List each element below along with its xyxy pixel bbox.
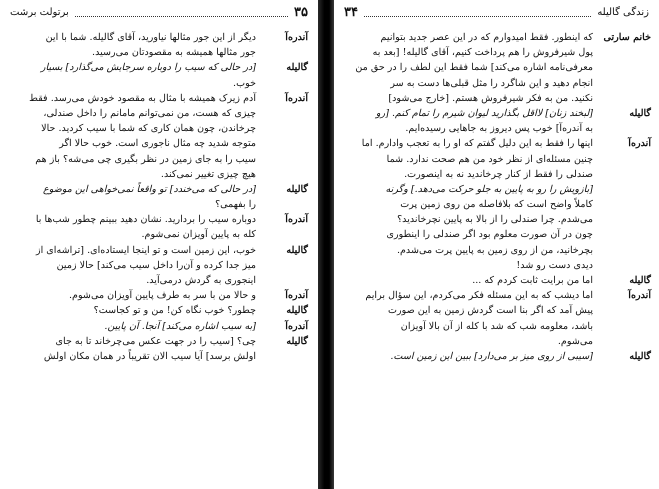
text-line (340, 288, 653, 303)
speaker-name: گالیله (629, 275, 651, 286)
left-page (0, 0, 318, 489)
speaker-name: گالیله (286, 62, 308, 74)
dialogue-text: جور مثالها همیشه به مقصودتان می‌رسید. (92, 47, 256, 59)
right-running-head (344, 4, 649, 20)
speaker-name: آندره‌آ (628, 138, 651, 150)
dialogue-text: اما دیشب که به این مسئله فکر می‌کردم، این سؤال برایم (365, 290, 593, 302)
dialogue-text: پول شیرفروش را هم پرداخت کنیم، آقای گالیله! [بعد به (372, 47, 593, 59)
dialogue-text: خوب، این زمین است و تو اینجا ایستاده‌ای. [تراشه‌ای از (35, 244, 256, 256)
text-line (340, 167, 653, 182)
text-line (340, 197, 653, 212)
dialogue-text: چون در آن صورت معلوم بود اگر صندلی را اینطوری (386, 229, 593, 241)
dialogue-text: [به سیب اشاره می‌کند] آنجا. آن پایین. (104, 320, 256, 332)
dialogue-text: چیزی که هست، من نمی‌توانم مامانم را داخل صندلی، (43, 107, 256, 119)
dialogue-text: اولش برسد] آیا سیب الان تقریباً در همان مکان اولش (43, 350, 256, 362)
dialogue-text: چرخاندن، چون همان کاری که شما با سیب کردید. حالا (41, 123, 256, 135)
text-line (340, 334, 653, 349)
speaker-name: آندره‌آ (285, 290, 308, 302)
speaker-name: گالیله (286, 244, 308, 256)
dialogue-text: اینها را فقط به این دلیل گفتم که او را به تعجب وادارم. اما (361, 138, 593, 150)
dialogue-text: چی؟ [سیب را در جهت عکس می‌چرخاند تا به جای (55, 335, 256, 347)
speaker-name: آندره‌آ (628, 290, 651, 302)
text-line (6, 258, 312, 273)
text-line (340, 243, 653, 258)
dialogue-text: دیگر از این جور مثالها نیاورید، آقای گالیله. شما با این (45, 32, 256, 43)
dialogue-text: چطور؟ خوب نگاه کن! من و تو کجاست؟ (93, 305, 256, 317)
text-line (340, 303, 653, 318)
dialogue-text: [لبخند زنان] لااقل بگذارید لیوان شیرم را تمام کنم. [رو (375, 107, 593, 119)
right-page-number: ۳۴ (344, 4, 358, 20)
text-line (6, 243, 312, 258)
dialogue-text: کله به پایین آویزان نمی‌شوم. (141, 229, 256, 241)
text-line (6, 303, 312, 318)
dialogue-text: صندلی را فقط از کنار چرخاندید نه به اینصورت. (404, 168, 593, 180)
text-line (340, 136, 653, 151)
text-line (6, 319, 312, 334)
dialogue-text: دیدی دست رو شد! (516, 259, 593, 271)
dialogue-text: نکنید. من به فکر شیرفروش هستم. [خارج می‌شود] (388, 92, 593, 104)
text-line (6, 167, 312, 182)
text-line (340, 182, 653, 197)
right-page (334, 0, 659, 489)
dialogue-text: پیش آمد که اگر بنا است گردش زمین به این صورت (387, 305, 593, 317)
text-line (340, 152, 653, 167)
speaker-name: گالیله (629, 107, 651, 119)
left-running-head (10, 4, 308, 20)
text-line (6, 30, 312, 45)
book-gutter (318, 0, 334, 489)
text-line (6, 136, 312, 151)
dialogue-text: میز جدا کرده و آن‌را داخل سیب می‌کند] حالا زمین (56, 259, 256, 271)
text-line (6, 273, 312, 288)
text-line (340, 227, 653, 242)
text-line (340, 273, 653, 288)
dialogue-text: می‌شوم. (557, 335, 593, 347)
right-page-text (340, 30, 653, 489)
text-line (6, 91, 312, 106)
right-running-title: زندگی گالیله (597, 6, 649, 18)
text-line (6, 152, 312, 167)
left-header-dots (75, 8, 288, 17)
dialogue-text: کاملاً واضح است که بلافاصله من روی زمین پرت (400, 199, 593, 211)
dialogue-text: بچرخانید، من از روی زمین به پایین پرت می‌شدم. (396, 244, 593, 256)
dialogue-text: سیب را به جای زمین در نظر بگیری چی می‌شه؟ باز هم (35, 153, 256, 165)
dialogue-text: را بفهمی؟ (215, 199, 256, 211)
dialogue-text: [در حالی که می‌خندد] تو واقعاً نمی‌خواهی این موضوع (43, 183, 256, 195)
right-header-dots (364, 8, 591, 17)
dialogue-text: اما من برایت ثابت کردم که ... (472, 275, 593, 286)
text-line (6, 121, 312, 136)
text-line (340, 319, 653, 334)
speaker-name: آندره‌آ (285, 32, 308, 43)
text-line (6, 197, 312, 212)
dialogue-text: که اینطور. فقط امیدوارم که در این عصر جدید بتوانیم (380, 32, 593, 43)
text-line (340, 349, 653, 364)
text-line (340, 121, 653, 136)
speaker-name: گالیله (286, 305, 308, 317)
text-line (340, 60, 653, 75)
speaker-name: گالیله (286, 183, 308, 195)
dialogue-text: هیچ چیزی تغییر نمی‌کند. (160, 168, 256, 180)
text-line (340, 30, 653, 45)
text-line (6, 212, 312, 227)
dialogue-text: آدم زیرک همیشه با مثال به مقصود خودش می‌رسد. فقط (29, 92, 256, 104)
dialogue-text: به آندره‌آ] خوب پس دیروز به جاهایی رسیده‌ایم. (405, 123, 593, 135)
dialogue-text: دوباره سیب را بردارید. نشان دهید ببینم چطور شب‌ها با (35, 214, 256, 226)
text-line (6, 45, 312, 60)
dialogue-text: می‌شدم. چرا صندلی را از بالا به پایین نچرخاندید؟ (397, 214, 593, 226)
text-line (6, 76, 312, 91)
left-page-number: ۳۵ (294, 4, 308, 20)
speaker-name: گالیله (629, 350, 651, 362)
text-line (340, 91, 653, 106)
text-line (6, 106, 312, 121)
dialogue-text: معرفی‌نامه اشاره می‌کند] شما فقط این لطف را در حق من (355, 62, 593, 74)
left-running-title: برتولت برشت (10, 6, 69, 18)
dialogue-text: خوب. (233, 77, 256, 89)
speaker-name: گالیله (286, 335, 308, 347)
speaker-name: آندره‌آ (285, 214, 308, 226)
dialogue-text: متوجه شدید چه مثال ناجوری است. خوب حالا اگر (59, 138, 256, 150)
text-line (340, 76, 653, 91)
speaker-name: خانم سارتی (603, 32, 651, 43)
text-line (6, 334, 312, 349)
dialogue-text: [بازویش را رو به پایین به جلو حرکت می‌دهد.] وگرنه (385, 183, 593, 195)
text-line (6, 349, 312, 364)
text-line (340, 45, 653, 60)
text-line (6, 60, 312, 75)
dialogue-text: [سیبی از روی میز بر می‌دارد] ببین این زمین است. (390, 350, 593, 362)
dialogue-text: [در حالی که سیب را دوباره سرجایش می‌گذارد] بسیار (40, 62, 256, 74)
text-line (6, 182, 312, 197)
text-line (6, 227, 312, 242)
dialogue-text: چنین مسئله‌ای از نظر خود من هم صحت ندارد. شما (386, 153, 593, 165)
dialogue-text: اینجوری به گردش درمی‌آید. (146, 275, 256, 286)
text-line (340, 106, 653, 121)
text-line (340, 212, 653, 227)
speaker-name: آندره‌آ (285, 92, 308, 104)
dialogue-text: و حالا من با سر به طرف پایین آویزان می‌شوم. (68, 290, 256, 302)
dialogue-text: انجام دهید و این شاگرد را مثل قبلی‌ها دست به سر (390, 77, 593, 89)
left-page-text (6, 30, 312, 489)
speaker-name: آندره‌آ (285, 320, 308, 332)
text-line (6, 288, 312, 303)
dialogue-text: باشد، معلومه شب که شد با کله از آن بالا آویزان (400, 320, 593, 332)
text-line (340, 258, 653, 273)
